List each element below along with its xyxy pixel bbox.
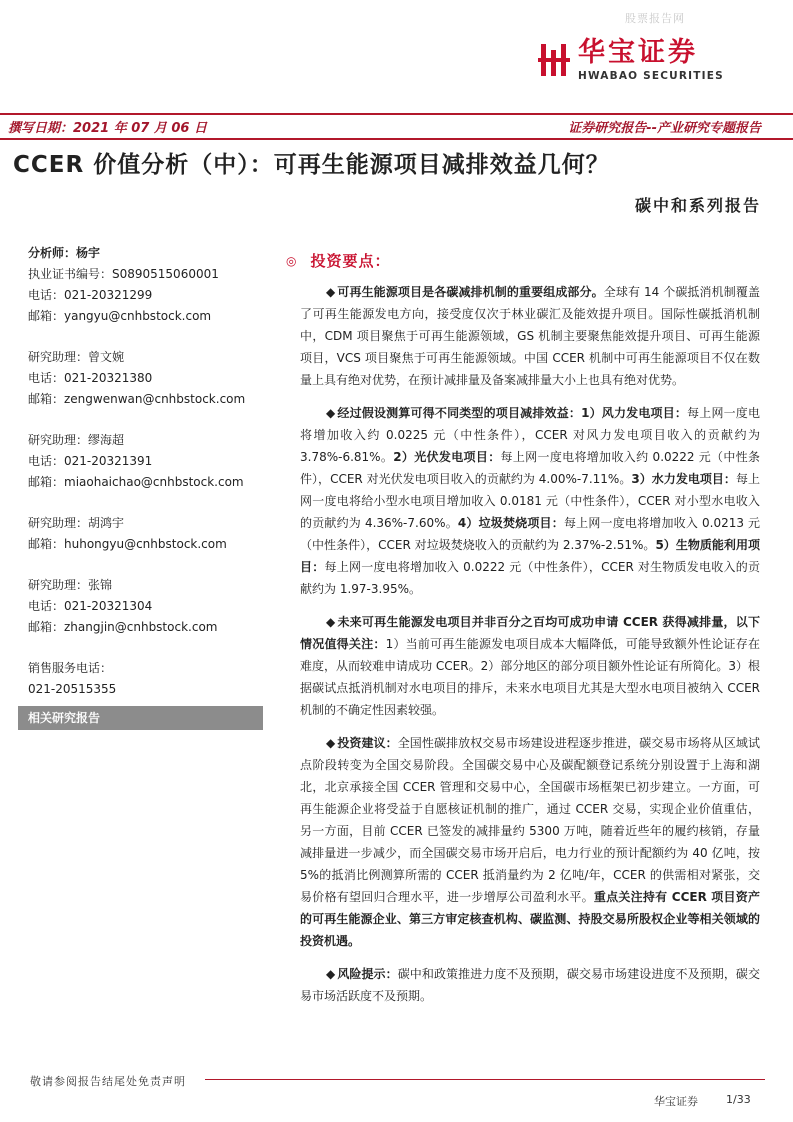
hwabao-logo-icon	[538, 42, 570, 78]
assistant-phone: 电话：021-20321380	[28, 371, 153, 385]
assistant-email: 邮箱：zhangjin@cnhbstock.com	[28, 620, 218, 634]
company-logo	[538, 38, 724, 82]
report-type: 证券研究报告--产业研究专题报告	[568, 121, 761, 136]
assistant-phone: 电话：021-20321391	[28, 454, 153, 468]
paragraph-investment: ◆ 投资建议：全国性碳排放权交易市场建设进程逐步推进，碳交易市场将从区域试点阶段转变为全国交易阶段。全国碳交易中心及碳配额登记系统分别设置于上海和湖北，北京承接全国 CCER 管理和交易中心，全国碳市场框架已初步建立。一方面，可再生能源企业将受益于自愿核证机制的推广，通过 CCER 交易，实现企业价值重估，另一方面，目前 CCER 已签发的减排量约 5300 万吨，随着近些年的履约核销，存量减排量进一步减少，而全国碳交易市场开启后，电力行业的预计配额约为 40 亿吨，按 5%的抵消比例测算所需的 CCER 抵消量约为 2 亿吨/年，CCER 的供需相对紧张，交易价格有望回归合理水平，进一步增厚公司盈利水平。重点关注持有 CCER 项目资产的可再生能源企业、第三方审定核查机构、碳监测、持股交易所股权企业等相关领域的投资机遇。	[300, 736, 760, 948]
sales-phone: 021-20515355	[28, 682, 117, 696]
paragraph-benefits: ◆ 经过假设测算可得不同类型的项目减排效益：1）风力发电项目：每上网一度电将增加收入约 0.0225 元（中性条件），CCER 对风力发电项目收入的贡献约为 3.78%-6.81%。2）光伏发电项目：每上网一度电将增加收入约 0.0222 元（中性条件），CCER 对光伏发电项目收入的贡献约为 4.00%-7.11%。3）水力发电项目：每上网一度电将给小型水电项目增加收入 0.0181 元（中性条件），CCER 对小型水电收入的贡献约为 4.36%-7.60%。4）垃圾焚烧项目：每上网一度电将增加收入 0.0213 元（中性条件），CCER 对垃圾焚烧收入的贡献约为 2.37%-2.51%。5）生物质能利用项目：每上网一度电将增加收入 0.0222 元（中性条件），CCER 对生物质发电收入的贡献约为 1.97-3.95%。	[300, 406, 760, 596]
analyst-email: 邮箱：yangyu@cnhbstock.com	[28, 309, 212, 323]
report-title: CCER 价值分析（中）：可再生能源项目减排效益几何？	[13, 152, 610, 178]
report-meta	[0, 117, 793, 137]
assistant-email: 邮箱：miaohaichao@cnhbstock.com	[28, 475, 244, 489]
diamond-icon: ◆	[326, 406, 336, 420]
sales-label: 销售服务电话：	[28, 661, 113, 675]
series-name: 碳中和系列报告	[634, 196, 761, 215]
report-date: 撰写日期：2021 年 07 月 06 日	[8, 121, 207, 136]
section-heading	[286, 250, 760, 271]
assistant-name: 研究助理：缪海超	[28, 433, 125, 447]
target-bullet-icon: ◎	[286, 253, 297, 268]
diamond-icon: ◆	[326, 615, 336, 629]
heading-text: 投资要点：	[310, 252, 391, 270]
analyst-sidebar	[28, 243, 263, 700]
assistant-email: 邮箱：zengwenwan@cnhbstock.com	[28, 392, 246, 406]
analyst-cert: 执业证书编号：S0890515060001	[28, 267, 219, 281]
paragraph-renewable: ◆ 可再生能源项目是各碳减排机制的重要组成部分。全球有 14 个碳抵消机制覆盖了可再生能源发电方向，接受度仅次于林业碳汇及能效提升项目。国际性碳抵消机制中，CDM 项目聚焦于可再生能源领域，GS 机制主要聚焦能效提升项目、可再生能源项目，VCS 项目聚焦于可再生能源领域。中国 CCER 机制中可再生能源项目不仅在数量上具有绝对优势，在预计减排量及备案减排量大小上也具有绝对优势。	[300, 285, 760, 387]
logo-english-name: HWABAO SECURITIES	[578, 70, 724, 82]
header-divider-bottom	[0, 138, 793, 140]
logo-chinese-name: 华宝证券	[578, 37, 698, 68]
diamond-icon: ◆	[326, 736, 336, 750]
assistant-name: 研究助理：张锦	[28, 578, 113, 592]
analyst-phone: 电话：021-20321299	[28, 288, 153, 302]
assistant-name: 研究助理：曾文婉	[28, 350, 125, 364]
paragraph-risk: ◆ 风险提示：碳中和政策推进力度不及预期，碳交易市场建设进度不及预期，碳交易市场活跃度不及预期。	[300, 967, 760, 1003]
page-number: 1/33	[726, 1093, 751, 1106]
watermark: 股票报告网	[625, 12, 685, 25]
assistant-name: 研究助理：胡鸿宇	[28, 516, 125, 530]
header-divider-top	[0, 113, 793, 115]
paragraph-concerns: ◆ 未来可再生能源发电项目并非百分之百均可成功申请 CCER 获得减排量，以下情况值得关注：1）当前可再生能源发电项目成本大幅降低，可能导致额外性论证存在难度，从而较难申请成功 CCER。2）部分地区的部分项目额外性论证有所简化。3）根据碳试点抵消机制对水电项目的排斥，未来水电项目尤其是大型水电项目被纳入 CCER 机制的不确定性因素较强。	[300, 615, 760, 717]
footer-company: 华宝证券	[654, 1095, 698, 1108]
related-reports-header: 相关研究报告	[18, 706, 263, 730]
assistant-email: 邮箱：huhongyu@cnhbstock.com	[28, 537, 227, 551]
analyst-name: 分析师：杨宇	[28, 246, 101, 260]
main-content	[286, 250, 760, 1018]
footer-disclaimer: 敬请参阅报告结尾处免责声明	[30, 1075, 186, 1088]
footer-divider	[205, 1079, 765, 1080]
assistant-phone: 电话：021-20321304	[28, 599, 153, 613]
diamond-icon: ◆	[326, 285, 336, 299]
diamond-icon: ◆	[326, 967, 336, 981]
